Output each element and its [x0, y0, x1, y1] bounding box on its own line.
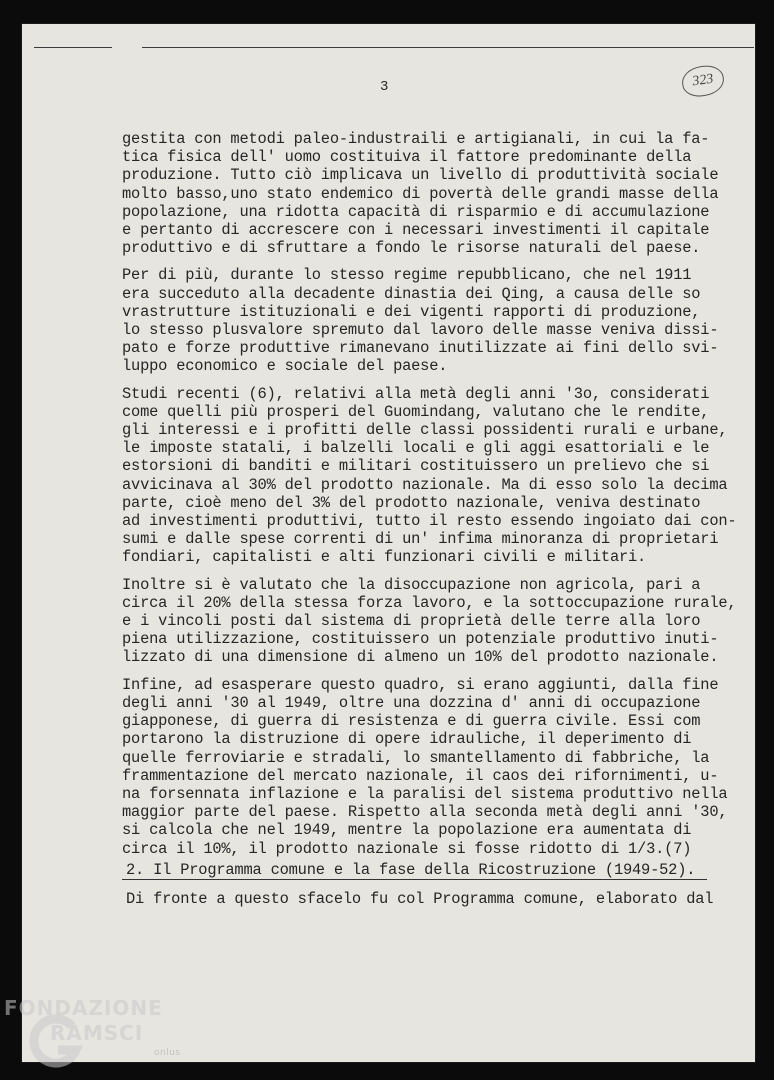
paragraph	[122, 266, 752, 375]
text-line: piena utilizzazione, costituissero un potenziale produttivo inuti-	[122, 630, 719, 649]
text-line: gli interessi e i profitti delle classi possidenti rurali e urbane,	[122, 421, 728, 440]
text-line: era succeduto alla decadente dinastia dei Qing, a causa delle so	[122, 284, 701, 303]
text-line: lo stesso plusvalore spremuto dal lavoro delle masse veniva dissi-	[122, 321, 719, 340]
text-line: lizzato di una dimensione di almeno un 10% del prodotto nazionale.	[122, 648, 719, 667]
text-line: popolazione, una ridotta capacità di risparmio e di accumulazione	[122, 202, 710, 221]
text-line: produzione. Tutto ciò implicava un livello di produttività sociale	[122, 166, 719, 185]
paragraph	[122, 676, 752, 858]
text-line: Infine, ad esasperare questo quadro, si erano aggiunti, dalla fine	[122, 675, 719, 694]
paragraph	[122, 576, 752, 667]
text-line: na forsennata inflazione e la paralisi del sistema produttivo nella	[122, 784, 728, 803]
text-line: circa il 10%, il prodotto nazionale si fosse ridotto di 1/3.(7)	[122, 839, 692, 858]
text-line: quelle ferroviarie e stradali, lo smantellamento di fabbriche, la	[122, 748, 710, 767]
text-line: si calcola che nel 1949, mentre la popolazione era aumentata di	[122, 821, 692, 840]
text-line: estorsioni di banditi e militari costituissero un prelievo che si	[122, 457, 710, 476]
body-text	[122, 130, 752, 867]
paragraph	[122, 130, 752, 257]
document-page	[22, 24, 755, 1062]
text-line: Inoltre si è valutato che la disoccupazione non agricola, pari a	[122, 575, 701, 594]
text-line: frammentazione del mercato nazionale, il caos dei rifornimenti, u-	[122, 766, 719, 785]
text-line: produttivo e di sfruttare a fondo le risorse naturali del paese.	[122, 239, 701, 258]
text-line: giapponese, di guerra di resistenza e di guerra civile. Essi com	[122, 712, 701, 731]
text-line: e i vincoli posti dal sistema di proprietà delle terre alla loro	[122, 612, 701, 631]
text-line: ad investimenti produttivi, tutto il resto essendo ingoiato dai con-	[122, 512, 737, 531]
text-line: Per di più, durante lo stesso regime repubblicano, che nel 1911	[122, 266, 692, 285]
text-line: vrastrutture istituzionali e dei vigenti rapporti di produzione,	[122, 302, 701, 321]
text-line: fondiari, capitalisti e alti funzionari civili e militari.	[122, 548, 647, 567]
archive-number-stamp: 323	[680, 63, 726, 99]
text-line: luppo economico e sociale del paese.	[122, 357, 448, 376]
top-rule	[34, 47, 754, 48]
text-line: Studi recenti (6), relativi alla metà degli anni '3o, considerati	[122, 384, 710, 403]
text-line: le imposte statali, i balzelli locali e gli aggi esattoriali e le	[122, 439, 710, 458]
text-line: degli anni '30 al 1949, oltre una dozzina d' anni di occupazione	[122, 693, 701, 712]
body-line: Di fronte a questo sfacelo fu col Programma comune, elaborato dal	[126, 890, 714, 908]
text-line: portarono la distruzione di opere idrauliche, il deperimento di	[122, 730, 692, 749]
page-number: 3	[380, 79, 389, 95]
heading-underline	[122, 879, 707, 880]
paragraph	[122, 385, 752, 567]
text-line: circa il 20% della stessa forza lavoro, e la sottoccupazione rurale,	[122, 593, 737, 612]
text-line: gestita con metodi paleo-industraili e artigianali, in cui la fa-	[122, 130, 710, 148]
text-line: parte, cioè meno del 3% del prodotto nazionale, veniva destinato	[122, 493, 701, 512]
text-line: sumi e dalle spese correnti di un' infima minoranza di proprietari	[122, 530, 719, 549]
text-line: molto basso,uno stato endemico di povertà delle grandi masse della	[122, 184, 719, 203]
text-line: avvicinava al 30% del prodotto nazionale. Ma di esso solo la decima	[122, 475, 728, 494]
watermark-logo: FONDAZIONE RAMSCI onlus	[4, 996, 204, 1076]
section-heading: 2. Il Programma comune e la fase della Ricostruzione (1949-52).	[126, 861, 696, 879]
text-line: tica fisica dell' uomo costituiva il fattore predominante della	[122, 148, 692, 167]
text-line: e pertanto di accrescere con i necessari investimenti il capitale	[122, 221, 710, 240]
text-line: maggior parte del paese. Rispetto alla seconda metà degli anni '30,	[122, 803, 728, 822]
text-line: pato e forze produttive rimanevano inutilizzate ai fini dello svi-	[122, 339, 719, 358]
text-line: come quelli più prosperi del Guomindang, valutano che le rendite,	[122, 402, 710, 421]
